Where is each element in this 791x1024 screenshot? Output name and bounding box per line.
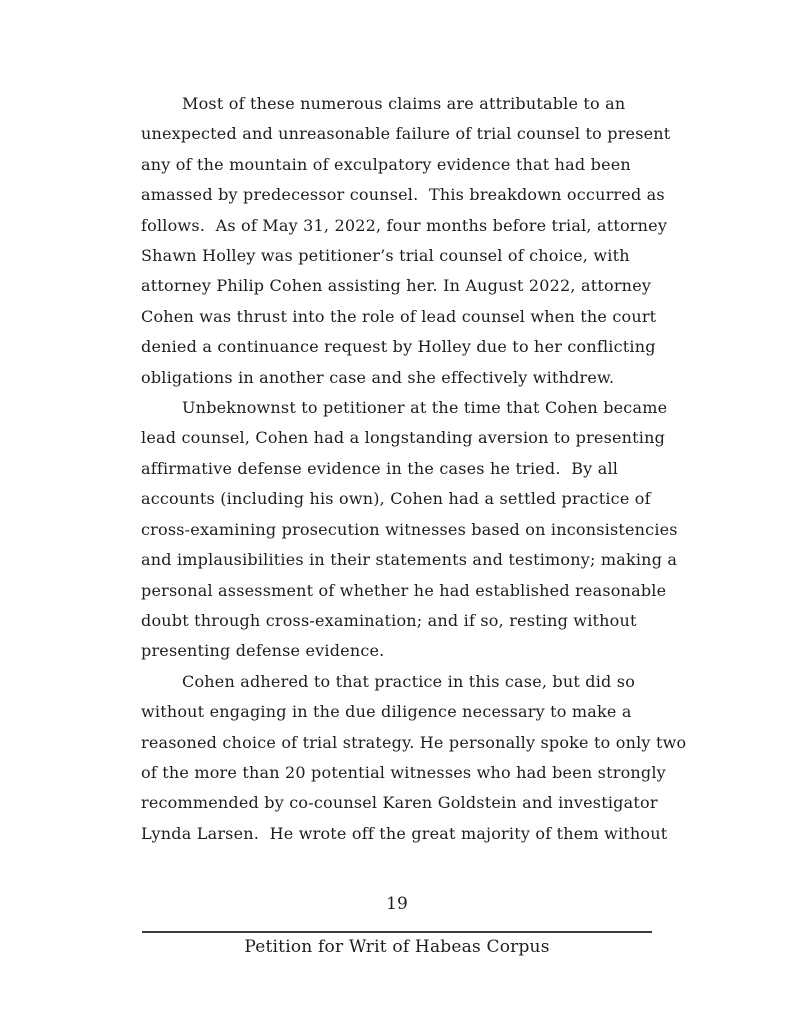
text-line: Cohen was thrust into the role of lead counsel when the court xyxy=(141,306,657,326)
text-line: denied a continuance request by Holley due to her conflicting xyxy=(141,337,656,357)
text-line: accounts (including his own), Cohen had a settled practice of xyxy=(141,489,651,509)
text-line: attorney Philip Cohen assisting her. In August 2022, attorney xyxy=(141,276,652,296)
text-line: any of the mountain of exculpatory evidence that had been xyxy=(141,154,631,174)
text-line: Cohen adhered to that practice in this case, but did so xyxy=(182,671,636,691)
footer-rule xyxy=(142,931,652,933)
text-line: of the more than 20 potential witnesses who had been strongly xyxy=(141,762,666,782)
text-line: Shawn Holley was petitioner’s trial counsel of choice, with xyxy=(141,246,630,266)
text-line: unexpected and unreasonable failure of trial counsel to present xyxy=(141,124,671,144)
text-line: affirmative defense evidence in the cases he tried. By all xyxy=(141,458,619,478)
text-line: amassed by predecessor counsel. This breakdown occurred as xyxy=(141,185,665,205)
text-line: and implausibilities in their statements and testimony; making a xyxy=(141,550,678,570)
page-number: 19 xyxy=(386,894,408,914)
text-line: obligations in another case and she effectively withdrew. xyxy=(141,367,615,387)
text-line: reasoned choice of trial strategy. He personally spoke to only two xyxy=(141,732,687,752)
text-line: follows. As of May 31, 2022, four months before trial, attorney xyxy=(141,215,668,235)
text-line: doubt through cross-examination; and if so, resting without xyxy=(141,610,637,630)
text-line: recommended by co-counsel Karen Goldstein and investigator xyxy=(141,793,658,813)
text-line: cross-examining prosecution witnesses based on inconsistencies xyxy=(141,519,678,539)
text-line: Lynda Larsen. He wrote off the great majority of them without xyxy=(141,823,668,843)
footer-title: Petition for Writ of Habeas Corpus xyxy=(244,937,550,957)
text-line: Most of these numerous claims are attributable to an xyxy=(182,94,626,113)
text-line: lead counsel, Cohen had a longstanding aversion to presenting xyxy=(141,428,666,448)
text-line: presenting defense evidence. xyxy=(141,641,385,661)
document-body xyxy=(141,89,687,849)
text-line: without engaging in the due diligence necessary to make a xyxy=(141,702,632,722)
text-line: personal assessment of whether he had established reasonable xyxy=(141,580,667,600)
text-line: Unbeknownst to petitioner at the time that Cohen became xyxy=(182,398,668,418)
